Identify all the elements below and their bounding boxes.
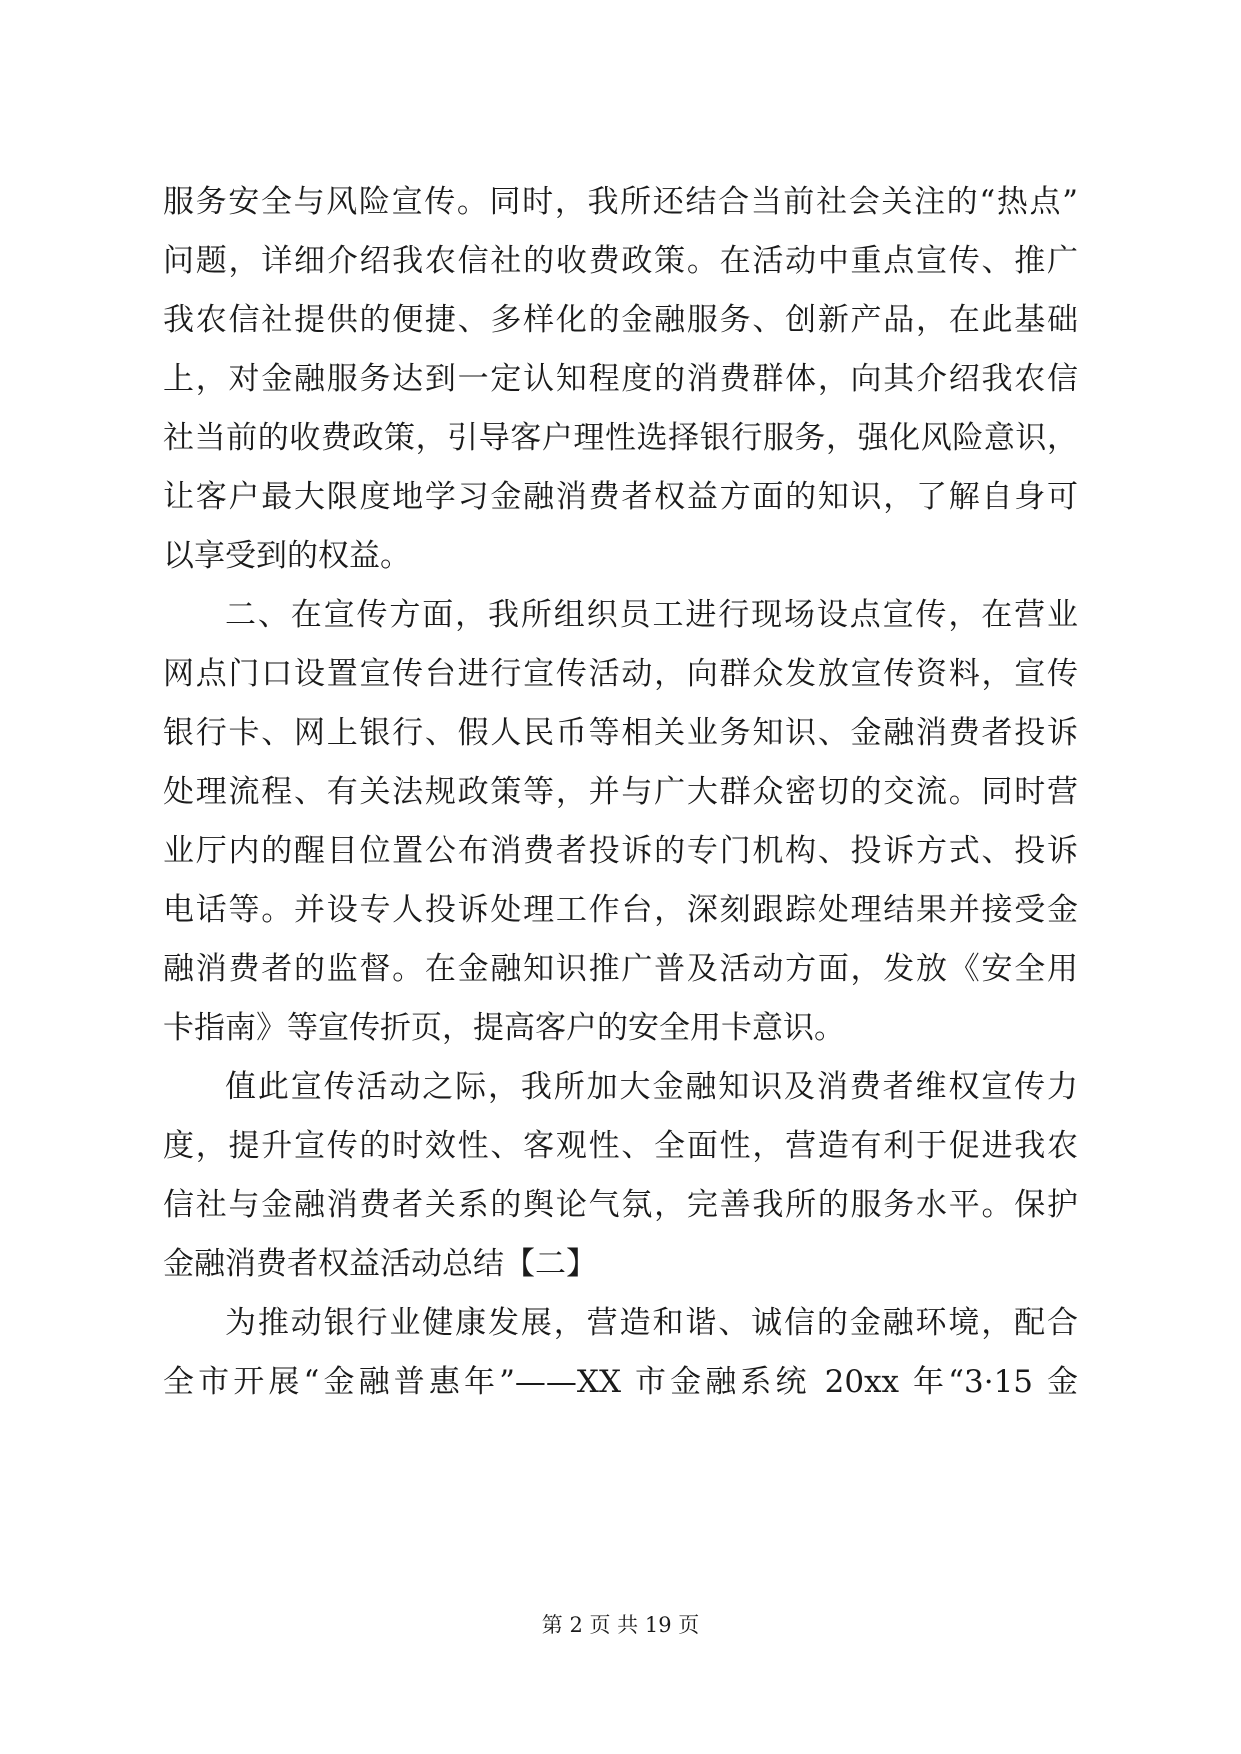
text-line: 上，对金融服务达到一定认知程度的消费群体，向其介绍我农信 [163,361,1078,397]
text-line: 为推动银行业健康发展，营造和谐、诚信的金融环境，配合 [225,1305,1078,1341]
text-line: 我农信社提供的便捷、多样化的金融服务、创新产品，在此基础 [163,302,1078,338]
text-line: 让客户最大限度地学习金融消费者权益方面的知识，了解自身可 [163,479,1078,515]
text-line: 社当前的收费政策，引导客户理性选择银行服务，强化风险意识， [163,420,1078,456]
text-line: 信社与金融消费者关系的舆论气氛，完善我所的服务水平。保护 [163,1187,1078,1223]
text-line: 银行卡、网上银行、假人民币等相关业务知识、金融消费者投诉 [163,715,1078,751]
text-line: 服务安全与风险宣传。同时，我所还结合当前社会关注的“热点” [163,184,1078,220]
text-line: 二、在宣传方面，我所组织员工进行现场设点宣传，在营业 [225,597,1078,633]
text-line: 全市开展“金融普惠年”——XX 市金融系统 20xx 年“3·15 金 [163,1364,1078,1400]
text-line: 问题，详细介绍我农信社的收费政策。在活动中重点宣传、推广 [163,243,1078,279]
text-line: 融消费者的监督。在金融知识推广普及活动方面，发放《安全用 [163,951,1078,987]
text-line: 以享受到的权益。 [163,538,411,574]
text-line: 卡指南》等宣传折页，提高客户的安全用卡意识。 [163,1010,845,1046]
text-line: 处理流程、有关法规政策等，并与广大群众密切的交流。同时营 [163,774,1078,810]
document-body [163,173,1078,1412]
page-footer: 第 2 页 共 19 页 [541,1613,700,1637]
text-line: 业厅内的醒目位置公布消费者投诉的专门机构、投诉方式、投诉 [163,833,1078,869]
text-line: 网点门口设置宣传台进行宣传活动，向群众发放宣传资料，宣传 [163,656,1078,692]
text-line: 值此宣传活动之际，我所加大金融知识及消费者维权宣传力 [225,1069,1078,1105]
text-line: 电话等。并设专人投诉处理工作台，深刻跟踪处理结果并接受金 [163,892,1078,928]
text-line: 度，提升宣传的时效性、客观性、全面性，营造有利于促进我农 [163,1128,1078,1164]
text-line: 金融消费者权益活动总结【二】 [163,1246,597,1282]
